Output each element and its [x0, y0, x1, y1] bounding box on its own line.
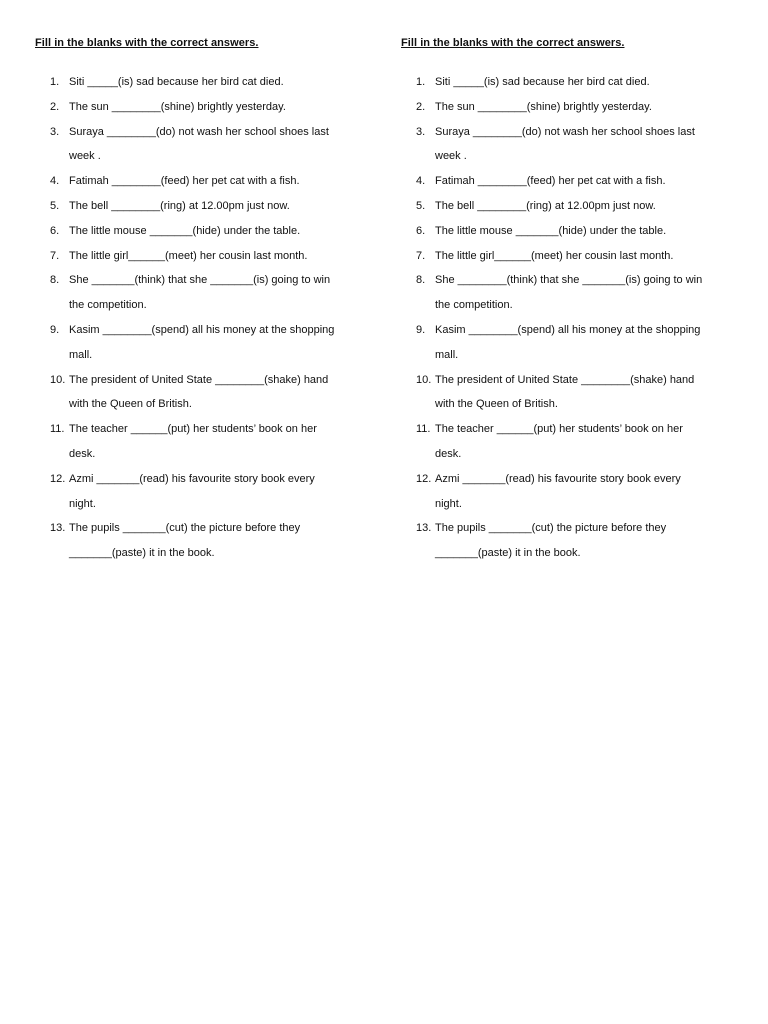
question-text: The sun ________(shine) brightly yesterday. [435, 100, 652, 113]
question-text: Kasim ________(spend) all his money at the shopping [435, 323, 701, 336]
question-text: night. [435, 497, 462, 510]
question-text: night. [69, 497, 96, 510]
question-number: 9. [50, 323, 60, 336]
worksheet-title: Fill in the blanks with the correct answers. [401, 37, 625, 49]
question-number: 2. [416, 100, 426, 113]
question-text: The little mouse _______(hide) under the table. [69, 224, 301, 237]
question-item [401, 318, 731, 368]
question-text: Azmi _______(read) his favourite story book every [69, 472, 315, 485]
question-item [401, 467, 731, 517]
question-item [35, 318, 365, 368]
question-item [401, 417, 731, 467]
question-text: The pupils _______(cut) the picture before they [435, 522, 667, 535]
question-item [401, 368, 731, 418]
question-number: 3. [50, 125, 60, 138]
question-item [35, 169, 365, 194]
question-text: The bell ________(ring) at 12.00pm just now. [69, 199, 290, 212]
question-item [401, 268, 731, 318]
question-text: the competition. [69, 299, 147, 312]
question-number: 3. [416, 125, 426, 138]
question-item [35, 244, 365, 269]
question-list [401, 70, 731, 566]
question-number: 1. [50, 76, 60, 88]
question-number: 5. [50, 199, 60, 212]
question-text: Siti _____(is) sad because her bird cat died. [69, 76, 284, 88]
question-text: Azmi _______(read) his favourite story book every [435, 472, 681, 485]
question-number: 13. [50, 522, 66, 535]
question-text: with the Queen of British. [69, 398, 192, 411]
question-item [401, 70, 731, 95]
question-number: 6. [50, 224, 60, 237]
question-number: 7. [416, 249, 426, 262]
question-text: _______(paste) it in the book. [69, 547, 215, 560]
question-number: 4. [416, 175, 426, 188]
question-item [35, 70, 365, 95]
worksheet-title: Fill in the blanks with the correct answers. [35, 37, 259, 49]
question-text: week . [435, 150, 467, 163]
worksheet-right [401, 36, 731, 566]
question-item [401, 219, 731, 244]
question-text: Fatimah ________(feed) her pet cat with a fish. [69, 175, 300, 188]
question-text: mall. [69, 348, 93, 361]
question-text: The president of United State ________(shake) hand [69, 373, 329, 386]
question-number: 6. [416, 224, 426, 237]
question-item [401, 194, 731, 219]
question-text: Suraya ________(do) not wash her school shoes last [435, 125, 695, 138]
question-item [401, 516, 731, 566]
question-text: The little girl______(meet) her cousin last month. [69, 249, 308, 262]
question-text: desk. [435, 447, 462, 460]
question-text: The sun ________(shine) brightly yesterday. [69, 100, 286, 113]
question-text: Kasim ________(spend) all his money at the shopping [69, 323, 335, 336]
question-item [401, 95, 731, 120]
question-item [35, 268, 365, 318]
question-number: 13. [416, 522, 432, 535]
question-item [401, 120, 731, 170]
question-item [35, 368, 365, 418]
question-number: 11. [416, 423, 431, 436]
question-number: 2. [50, 100, 60, 113]
question-text: Suraya ________(do) not wash her school shoes last [69, 125, 329, 138]
question-number: 9. [416, 323, 426, 336]
question-text: The little girl______(meet) her cousin last month. [435, 249, 674, 262]
question-text: the competition. [435, 299, 513, 312]
worksheet-left [35, 36, 365, 566]
question-text: _______(paste) it in the book. [435, 547, 581, 560]
question-number: 10. [50, 373, 66, 386]
question-number: 11. [50, 423, 65, 436]
question-number: 8. [50, 274, 60, 287]
question-text: She _______(think) that she _______(is) going to win [69, 274, 331, 287]
question-text: The president of United State ________(shake) hand [435, 373, 695, 386]
question-number: 4. [50, 175, 60, 188]
question-list [35, 70, 365, 566]
question-text: week . [69, 150, 101, 163]
question-text: The teacher ______(put) her students’ book on her [69, 423, 317, 436]
question-item [35, 516, 365, 566]
question-text: The pupils _______(cut) the picture before they [69, 522, 301, 535]
question-number: 10. [416, 373, 432, 386]
question-text: mall. [435, 348, 459, 361]
question-number: 12. [416, 472, 432, 485]
question-number: 12. [50, 472, 66, 485]
question-item [35, 467, 365, 517]
question-item [35, 95, 365, 120]
question-item [35, 417, 365, 467]
question-item [35, 194, 365, 219]
question-number: 5. [416, 199, 426, 212]
question-number: 8. [416, 274, 426, 287]
question-text: The bell ________(ring) at 12.00pm just now. [435, 199, 656, 212]
question-number: 7. [50, 249, 60, 262]
question-text: The little mouse _______(hide) under the table. [435, 224, 667, 237]
question-item [401, 244, 731, 269]
question-text: She ________(think) that she _______(is) going to win [435, 274, 703, 287]
question-text: desk. [69, 447, 96, 460]
question-text: Fatimah ________(feed) her pet cat with a fish. [435, 175, 666, 188]
question-text: The teacher ______(put) her students’ book on her [435, 423, 683, 436]
question-item [35, 219, 365, 244]
question-text: Siti _____(is) sad because her bird cat died. [435, 76, 650, 88]
question-item [401, 169, 731, 194]
question-text: with the Queen of British. [435, 398, 558, 411]
question-number: 1. [416, 76, 426, 88]
question-item [35, 120, 365, 170]
